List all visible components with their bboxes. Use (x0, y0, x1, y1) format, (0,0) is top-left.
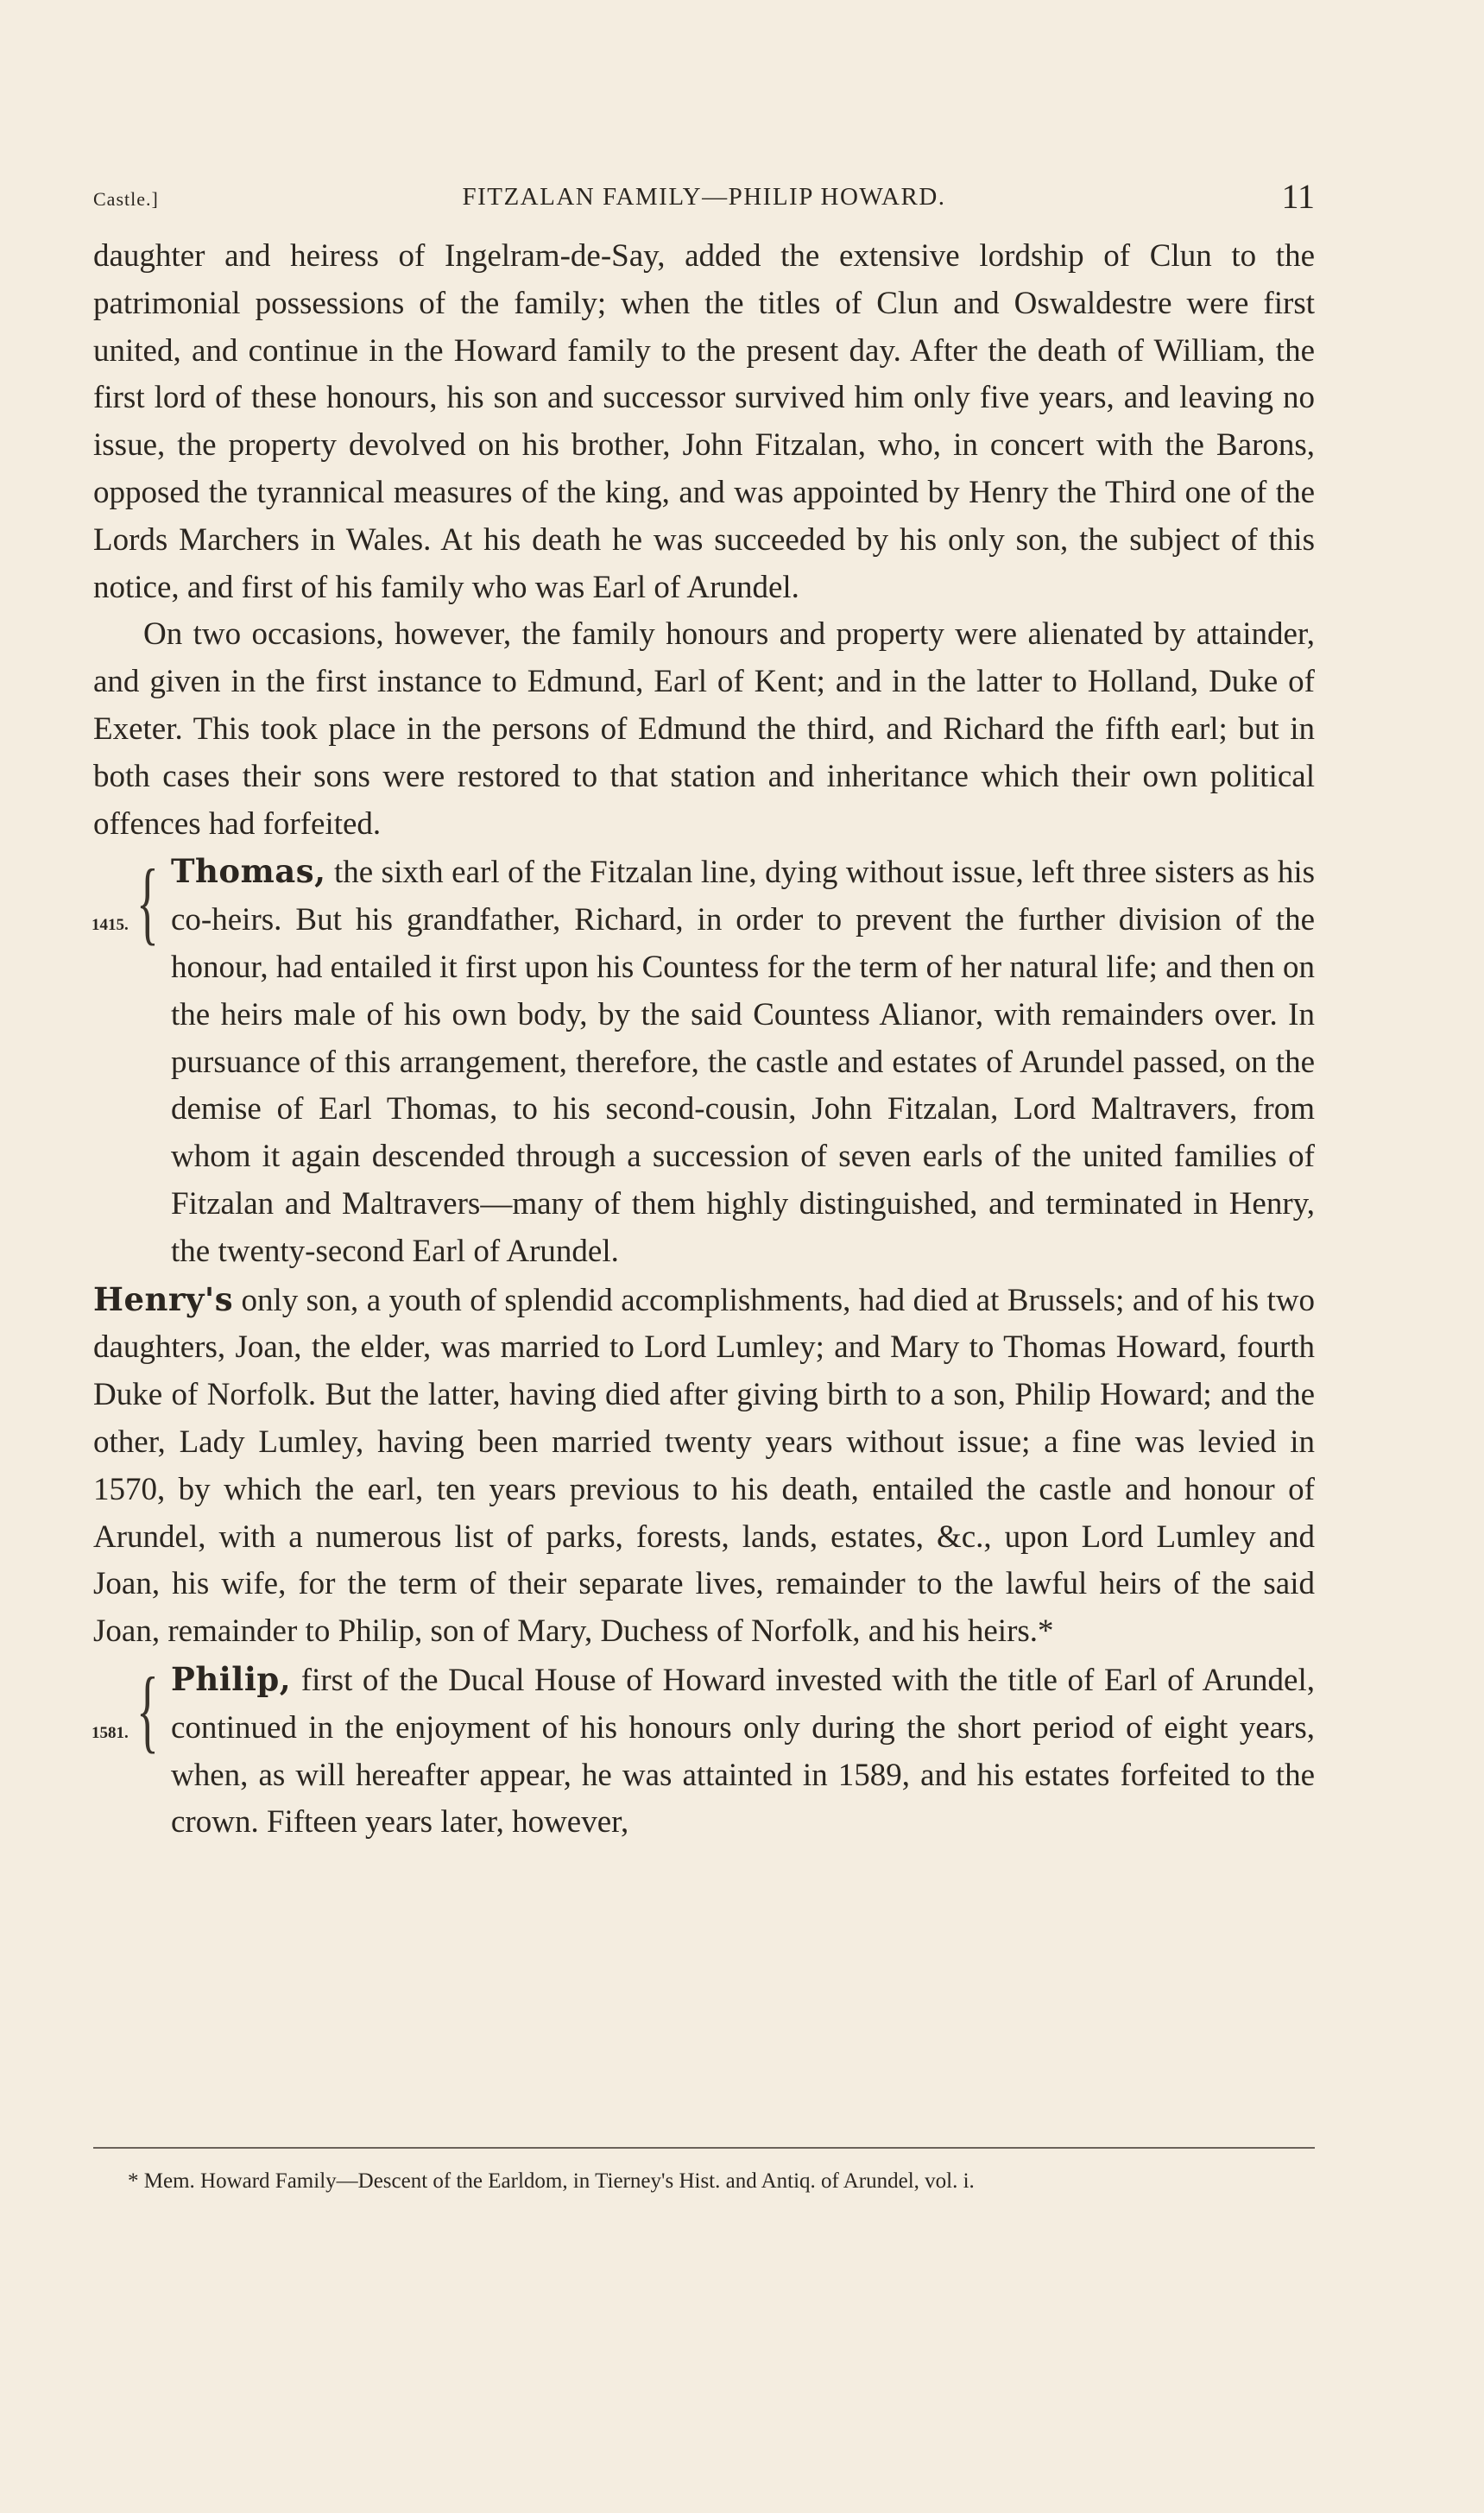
margin-note-1415 (92, 851, 159, 955)
body-text (93, 233, 1315, 1847)
paragraph-henry (93, 1276, 1315, 1656)
page-number: 11 (1281, 177, 1315, 216)
brace-icon: { (136, 851, 159, 955)
footnote: * Mem. Howard Family—Descent of the Earldom, in Tierney's Hist. and Antiq. of Arundel, vol. i. (128, 2169, 975, 2193)
running-head (93, 176, 1315, 219)
henry-text: only son, a youth of splendid accomplishments, had died at Brussels; and of his two daughters, Joan, the elder, was married to Lord Lumley; and Mary to Thomas Howard, fourth Duke of Norfolk. But the latter, having died after giving birth to a son, Philip Howard; and the other, Lady Lumley, having been married twenty years without issue; a fine was levied in 1570, by which the earl, ten years previous to his death, entailed the castle and honour of Arundel, with a numerous list of parks, forests, lands, estates, &c., upon Lord Lumley and Joan, his wife, for the term of their separate lives, remainder to the lawful heirs of the said Joan, remainder to Philip, son of Mary, Duchess of Norfolk, and his heirs.* (93, 1282, 1315, 1650)
philip-rest-text: the short period of eight years, when, as will hereafter appear, he was attainted in 1589, and his estates forfeited to the crown. Fifteen years later, however, (171, 1709, 1316, 1841)
thomas-rest-text: But his grandfather, Richard, in order to prevent the further division of the honour, had entailed it first upon his Countess for the term of her natural life; and then on the heirs male of his own body, by the said Countess Alianor, with remainders over. In pursuance of this arrangement, therefore, the castle and estates of Arundel passed, on the demise of Earl Thomas, to his second-cousin, John Fitzalan, Lord Maltravers, from whom it again descended through a succession of seven earls of the united families of Fitzalan and Maltravers—many of them highly distinguished, and terminated in Henry, the twenty-second Earl of Arundel. (171, 902, 1315, 1269)
footnote-rule (93, 2147, 1315, 2149)
margin-year: 1415. (92, 915, 129, 934)
blackletter-lead-philip: Philip, (171, 1659, 292, 1698)
paragraph-attainder: On two occasions, however, the family honours and property were alienated by attainder, and given in the first instance to Edmund, Earl of Kent; and in the latter to Holland, Duke of Exeter. This took place in the persons of Edmund the third, and Richard the fifth earl; but in both cases their sons were restored to that station and inheritance which their own political offences had forfeited. (93, 616, 1315, 842)
blackletter-lead-thomas: Thomas, (171, 852, 326, 891)
paragraph-philip (93, 1656, 1315, 1847)
paragraph-continued: daughter and heiress of Ingelram-de-Say, added the extensive lordship of Clun to the patrimonial possessions of the family; when the titles of Clun and Oswaldestre were first united, and continue in the Howard family to the present day. After the death of William, the first lord of these honours, his son and successor survived him only five years, and leaving no issue, the property devolved on his brother, John Fitzalan, who, in concert with the Barons, opposed the tyrannical measures of the king, and was appointed by Henry the Third one of the Lords Marchers in Wales. At his death he was succeeded by his only son, the subject of this notice, and first of his family who was Earl of Arundel. (93, 238, 1315, 605)
header-title: FITZALAN FAMILY—PHILIP HOWARD. (462, 183, 946, 211)
margin-year: 1581. (92, 1723, 129, 1742)
philip-side-text: first of the Ducal House of Howard invested with the title of Earl of Arundel, continued in the enjoyment of his honours only during (171, 1662, 1316, 1746)
blackletter-lead-henry: Henry's (93, 1279, 234, 1318)
paragraph-thomas (93, 848, 1315, 1275)
margin-note-1581 (92, 1658, 159, 1762)
brace-icon: { (136, 1658, 159, 1762)
thomas-side-text: the sixth earl of the Fitzalan line, dying without issue, left three sisters as his co-heirs. (171, 855, 1315, 938)
header-section-mark: Castle.] (93, 188, 159, 210)
